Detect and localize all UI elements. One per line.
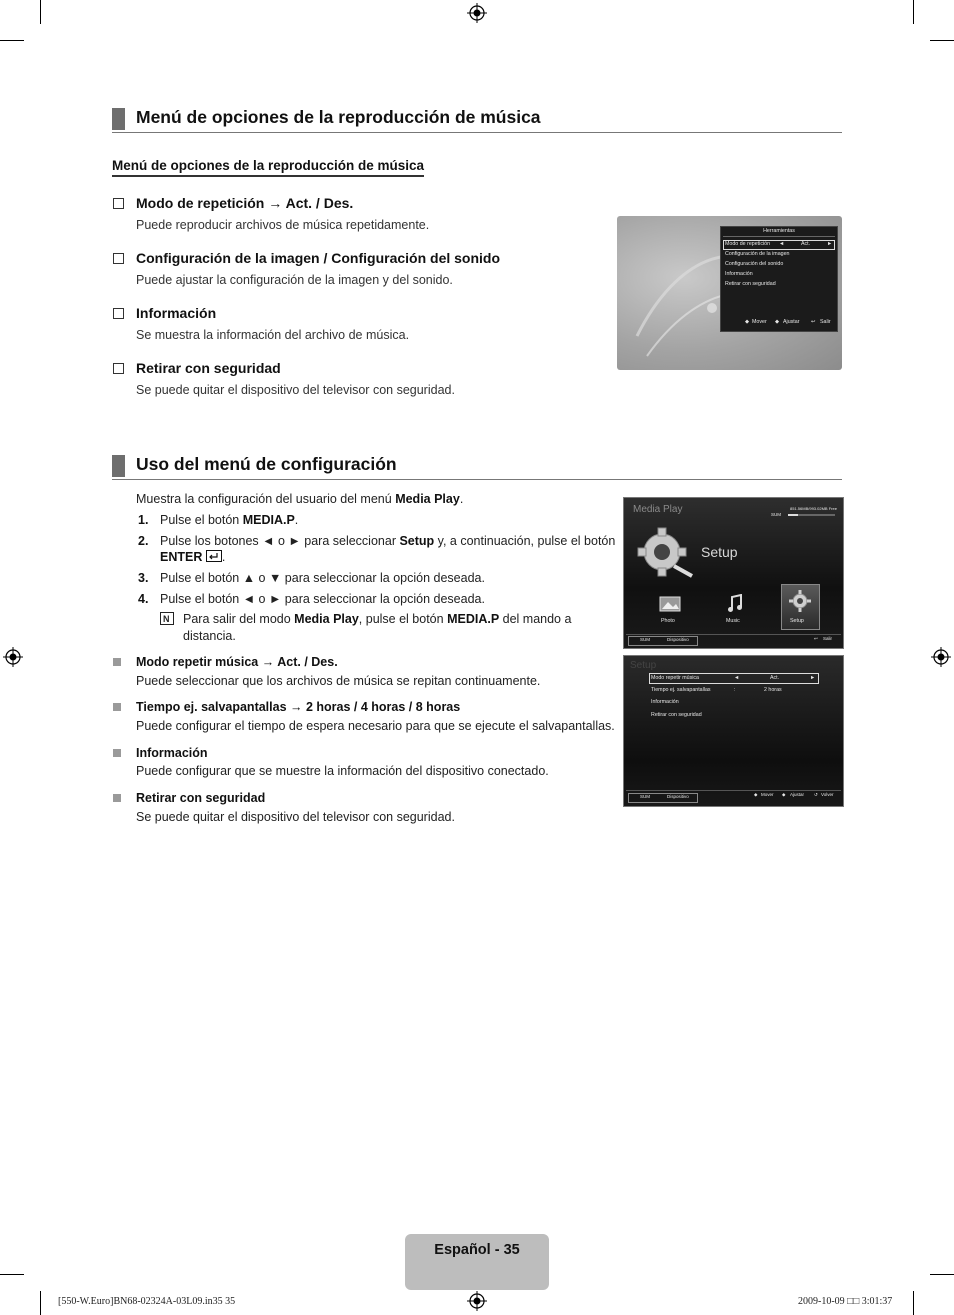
setup-row-label[interactable]: Tiempo ej. salvapantallas xyxy=(651,687,711,693)
note-pre: Para salir del modo xyxy=(183,612,295,626)
exit-icon: ↩ xyxy=(814,636,818,641)
right-arrow-icon: ► xyxy=(810,675,816,681)
left-arrow-icon: ◄ xyxy=(734,675,740,681)
tools-item[interactable]: Retirar con seguridad xyxy=(725,281,776,287)
setting-title: Retirar con seguridad xyxy=(136,791,266,805)
setting-desc: Puede seleccionar que los archivos de música se repitan continuamente. xyxy=(136,674,541,688)
device-label: SUM xyxy=(771,512,781,517)
step-number: 1. xyxy=(138,513,149,527)
intro-text xyxy=(136,492,463,506)
page-label: Español - 35 xyxy=(434,1242,520,1258)
checkbox-bullet-icon xyxy=(113,198,124,209)
intro-pre: Muestra la configuración del usuario del menú xyxy=(136,492,396,506)
crop-mark xyxy=(40,1291,41,1315)
svg-text:N: N xyxy=(163,614,170,624)
tools-divider xyxy=(723,236,835,237)
storage-info: 851.56MB/993.02MB Free xyxy=(790,506,837,511)
section-bar xyxy=(112,455,125,477)
page-number-tab xyxy=(405,1234,549,1290)
tools-item-value: Act. xyxy=(801,241,811,247)
square-bullet-icon xyxy=(113,658,121,666)
crop-mark xyxy=(913,1291,914,1315)
step-number: 3. xyxy=(138,571,149,585)
section-title: Menú de opciones de la reproducción de música xyxy=(136,107,541,127)
step-text: Pulse el botón ▲ o ▼ para seleccionar la opción deseada. xyxy=(160,571,485,585)
tools-item[interactable]: Configuración del sonido xyxy=(725,261,784,267)
setup-row-value: 2 horas xyxy=(764,687,782,693)
section-bar xyxy=(112,108,125,130)
device-label: Dispositivo xyxy=(667,637,689,642)
music-icon[interactable] xyxy=(727,594,743,614)
setting-title: Tiempo ej. salvapantallas → 2 horas / 4 horas / 8 horas xyxy=(136,700,461,714)
crop-mark xyxy=(930,40,954,41)
setup-big-label: Setup xyxy=(701,544,738,560)
note-mid: , pulse el botón xyxy=(358,612,448,626)
crop-mark xyxy=(40,0,41,24)
setup-row-colon: : xyxy=(734,687,736,693)
note-post: del mando a xyxy=(499,612,572,626)
hint-move: Mover xyxy=(761,792,774,797)
square-bullet-icon xyxy=(113,794,121,802)
media-play-title: Media Play xyxy=(633,504,683,515)
option-title: Configuración de la imagen / Configuración del sonido xyxy=(136,250,501,266)
step-text xyxy=(160,513,298,527)
tools-item[interactable]: Modo de repetición xyxy=(725,241,771,247)
crop-mark xyxy=(0,1274,24,1275)
setup-row-label[interactable]: Retirar con seguridad xyxy=(651,712,702,718)
option-desc: Puede reproducir archivos de música repetidamente. xyxy=(136,218,430,232)
media-play-screenshot xyxy=(623,497,844,649)
section-header xyxy=(112,453,842,480)
adjust-icon: ◆ xyxy=(782,792,786,797)
setting-desc: Puede configurar que se muestre la información del dispositivo conectado. xyxy=(136,764,549,778)
sum-label: SUM xyxy=(640,637,650,642)
note-icon xyxy=(160,612,174,625)
crop-mark xyxy=(0,40,24,41)
subsection-title: Menú de opciones de la reproducción de música xyxy=(112,158,424,177)
adjust-icon: ◆ xyxy=(775,319,780,325)
setup-gear-icon[interactable] xyxy=(789,590,811,612)
bottom-bar xyxy=(626,790,841,791)
back-icon: ↺ xyxy=(814,792,818,797)
setting-title: Modo repetir música → Act. / Des. xyxy=(136,655,338,669)
step-bold: MEDIA.P xyxy=(242,513,295,527)
move-icon: ◆ xyxy=(754,792,758,797)
note-text xyxy=(183,612,571,626)
option-desc: Se muestra la información del archivo de música. xyxy=(136,328,410,342)
tools-item[interactable]: Configuración de la imagen xyxy=(725,251,790,257)
square-bullet-icon xyxy=(113,749,121,757)
square-bullet-icon xyxy=(113,703,121,711)
option-title: Modo de repetición → Act. / Des. xyxy=(136,195,354,211)
setting-title: Información xyxy=(136,746,208,760)
enter-label: ENTER xyxy=(160,550,203,564)
checkbox-bullet-icon xyxy=(113,253,124,264)
hint-back: Volver xyxy=(821,792,834,797)
note-bold: Media Play xyxy=(294,612,359,626)
hint-move: Mover xyxy=(752,319,767,325)
bottom-bar xyxy=(626,634,841,635)
tools-title: Herramientas xyxy=(763,228,795,234)
hint-adjust: Ajustar xyxy=(790,792,805,797)
storage-bar xyxy=(788,514,835,516)
sum-label: SUM xyxy=(640,794,650,799)
hint-exit: Salir xyxy=(820,319,831,325)
note-bold: MEDIA.P xyxy=(447,612,500,626)
registration-mark-icon xyxy=(3,647,23,667)
step-number: 4. xyxy=(138,592,149,606)
step-post: y, a continuación, pulse el botón xyxy=(434,534,616,548)
storage-bar-fill xyxy=(788,514,798,516)
registration-mark-icon xyxy=(467,3,487,23)
setup-row-label[interactable]: Modo repetir música xyxy=(651,675,699,681)
registration-mark-icon xyxy=(931,647,951,667)
setting-desc: Se puede quitar el dispositivo del televisor con seguridad. xyxy=(136,810,455,824)
intro-post: . xyxy=(459,492,464,506)
registration-mark-icon xyxy=(467,1291,487,1311)
file-info: [550-W.Euro]BN68-02324A-03L09.in35 35 xyxy=(58,1296,236,1307)
step-pre: Pulse el botón xyxy=(160,513,243,527)
hint-adjust: Ajustar xyxy=(783,319,800,325)
device-label: Dispositivo xyxy=(667,794,689,799)
exit-label: Salir xyxy=(823,636,833,641)
gear-icon xyxy=(634,526,696,580)
tools-popup xyxy=(720,226,838,332)
option-title: Información xyxy=(136,305,217,321)
exit-icon: ↩ xyxy=(811,319,816,325)
section-title: Uso del menú de configuración xyxy=(136,454,397,474)
crop-mark xyxy=(930,1274,954,1275)
checkbox-bullet-icon xyxy=(113,363,124,374)
tools-item[interactable]: Información xyxy=(725,271,753,277)
crop-mark xyxy=(913,0,914,24)
section-header xyxy=(112,106,842,133)
setup-title: Setup xyxy=(630,660,657,671)
setting-desc: Puede configurar el tiempo de espera necesario para que se ejecute el salvapantallas. xyxy=(136,719,615,733)
music-label[interactable]: Music xyxy=(726,618,740,624)
setup-menu-screenshot xyxy=(623,655,844,807)
step-number: 2. xyxy=(138,534,149,548)
left-arrow-icon: ◄ xyxy=(779,241,785,247)
step-post: . xyxy=(294,513,299,527)
intro-bold: Media Play xyxy=(395,492,460,506)
enter-period: . xyxy=(221,550,226,564)
setup-label[interactable]: Setup xyxy=(790,618,804,624)
photo-label[interactable]: Photo xyxy=(661,618,675,624)
setup-row-label[interactable]: Información xyxy=(651,699,679,705)
setup-row-value: Act. xyxy=(770,675,780,681)
step-text-line2 xyxy=(160,550,225,564)
date-info: 2009-10-09 □□ 3:01:37 xyxy=(798,1296,893,1307)
note-text-line2: distancia. xyxy=(183,629,236,643)
tools-menu-screenshot xyxy=(617,216,842,370)
step-text xyxy=(160,534,615,548)
step-text: Pulse el botón ◄ o ► para seleccionar la opción deseada. xyxy=(160,592,485,606)
right-arrow-icon: ► xyxy=(827,241,833,247)
enter-icon xyxy=(206,550,222,562)
photo-icon[interactable] xyxy=(659,596,681,612)
option-desc: Puede ajustar la configuración de la imagen y del sonido. xyxy=(136,273,453,287)
move-icon: ◆ xyxy=(745,319,750,325)
step-pre: Pulse los botones ◄ o ► para seleccionar xyxy=(160,534,400,548)
option-desc: Se puede quitar el dispositivo del televisor con seguridad. xyxy=(136,383,455,397)
option-title: Retirar con seguridad xyxy=(136,360,281,376)
checkbox-bullet-icon xyxy=(113,308,124,319)
step-bold: Setup xyxy=(399,534,435,548)
